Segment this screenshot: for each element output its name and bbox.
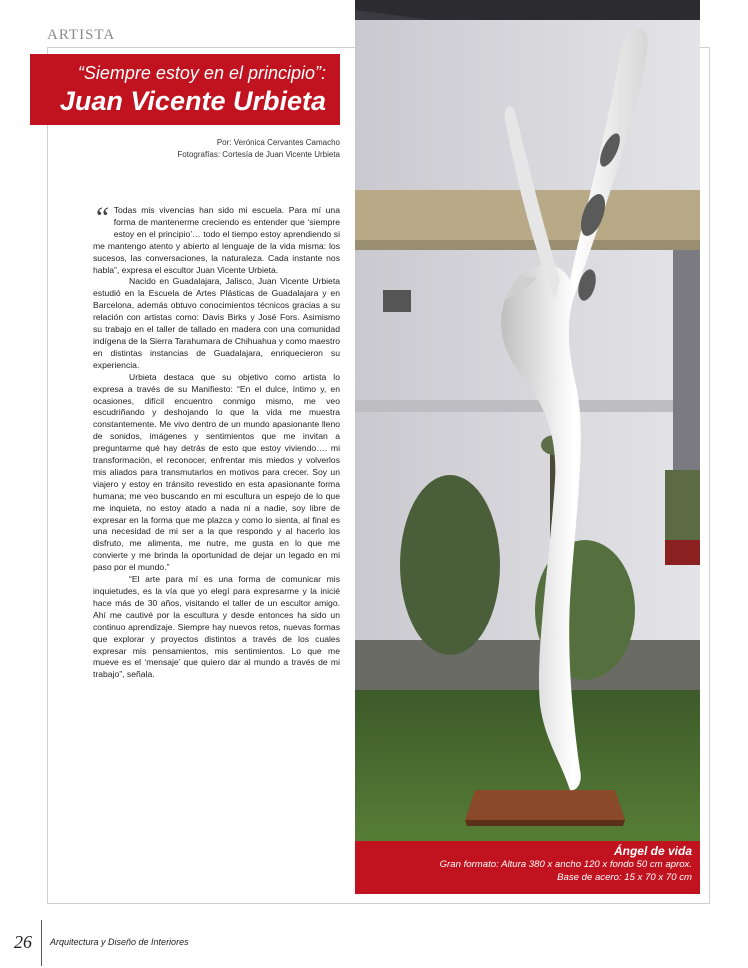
- page-title: Juan Vicente Urbieta: [59, 86, 326, 116]
- paragraph-text: Todas mis vivencias han sido mi escuela. Para mí una forma de mantenerme creciendo es entender que ‘siempre estoy en el principio’… todo el tiempo estoy aprendiendo si me mantengo atento y abierto al lenguaje de la vida misma: los sucesos, las conversaciones, la naturaleza. Cada instante nos habla”, expresa el escultor Juan Vicente Urbieta.: [93, 205, 340, 275]
- sculpture-photo: [355, 0, 700, 894]
- article-paragraph-4: “El arte para mí es una forma de comunicar mis inquietudes, es la vía que yo elegí para expresarme y la inicié hace más de 30 años, visitando el taller de un escultor amigo. Ahí me cautivé por la escultura y desde entonces ha sido un continuo aprendizaje. Siempre hay nuevos retos, nuevas formas que explorar y proyectos distintos a través de los cuales expresar mis pensamientos, mis sentimientos. Lo que me mueve es el ‘mensaje’ que quiero dar al mundo a través de mi trabajo”, señala.: [93, 574, 340, 680]
- page-number: 26: [14, 932, 32, 952]
- publication-name: Arquitectura y Diseño de Interiores: [50, 937, 189, 947]
- credits: [130, 137, 340, 161]
- author-credit: Por: Verónica Cervantes Camacho: [216, 138, 340, 147]
- title-quote: “Siempre estoy en el principio”:: [77, 63, 326, 83]
- caption-title: Ángel de vida: [613, 844, 692, 858]
- caption-base: Base de acero: 15 x 70 x 70 cm: [557, 871, 692, 883]
- article-paragraph-1: [93, 201, 340, 276]
- article-paragraph-2: Nacido en Guadalajara, Jalisco, Juan Vicente Urbieta estudió en la Escuela de Artes Plásticas de Guadalajara y en Barcelona, además obtuvo conocimientos técnicos gracias a su relación con artistas como: Davis Birks y José Fors. Asimismo su trabajo en el taller de tallado en madera con una comunidad indígena de la Sierra Tarahumara de Chihuahua y como maestro en distintas instancias de Guadalajara, enriquecieron su experiencia.: [93, 276, 340, 370]
- article-body: [93, 201, 340, 681]
- section-label: ARTISTA: [47, 27, 116, 43]
- opening-quote-mark: “: [93, 201, 110, 234]
- photo-credit: Fotografías: Cortesía de Juan Vicente Urbieta: [177, 150, 340, 159]
- caption-dimensions: Gran formato: Altura 380 x ancho 120 x fondo 50 cm aprox.: [439, 859, 692, 870]
- footer-divider: [41, 920, 42, 966]
- sculpture-illustration: [355, 0, 700, 894]
- title-banner: [30, 54, 340, 125]
- article-paragraph-3: Urbieta destaca que su objetivo como artista lo expresa a través de su Manifiesto: “En el dulce, íntimo y, en ocasiones, difícil encuentro conmigo mismo, me veo escudriñando y deshojando lo que la vida me muestra constantemente. Me vivo dentro de un mundo apasionante lleno de sonidos, imágenes y sentimientos que me invitan a preguntarme qué hay detrás de esto que estoy viviendo…. mi transformación, el reconocer, enfrentar mis miedos y volverlos mis aliados para transmutarlos en motivos para crecer. Soy un viajero y estoy en tránsito revestido en esta apasionante forma humana; me veo buscando en mi escultura un espejo de lo que me inquieta, no estoy atado a nada ni a nadie, soy libre de expresar en la forma que me plazca y como lo sienta, al final es una necesidad de mi ser a la que respondo y al hacerlo los disfruto, me alimenta, me nutre, me gusta en lo que me convierte y me brinda la oportunidad de dejar un legado en mi paso por el mundo.”: [93, 371, 340, 573]
- photo-caption: [355, 841, 700, 894]
